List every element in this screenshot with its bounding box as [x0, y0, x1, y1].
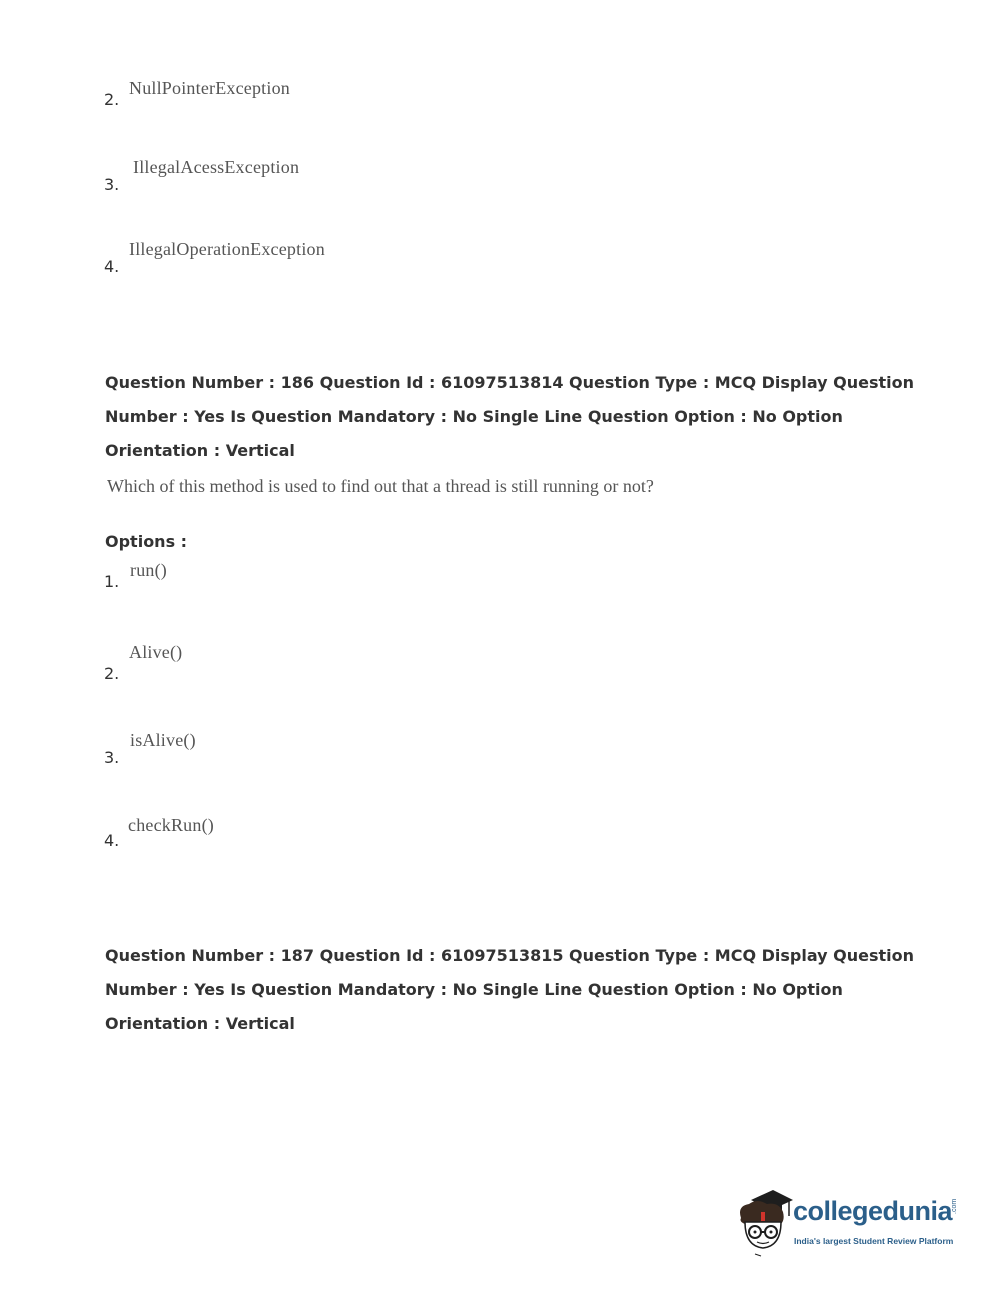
- option-text: isAlive(): [130, 730, 196, 750]
- option-text: IllegalAcessException: [133, 157, 300, 177]
- option-number: 3.: [104, 748, 120, 767]
- options-label: Options :: [105, 532, 188, 551]
- meta-line: Question Number : 187 Question Id : 61097513815 Question Type : MCQ Display Question: [105, 946, 915, 965]
- meta-line: Orientation : Vertical: [105, 441, 295, 460]
- meta-line: Orientation : Vertical: [105, 1014, 295, 1033]
- collegedunia-logo: [733, 1188, 963, 1258]
- question-meta-186: [105, 366, 915, 468]
- option-number: 1.: [104, 572, 120, 591]
- logo-wordmark: collegedunia: [793, 1196, 953, 1226]
- option-text: IllegalOperationException: [129, 239, 325, 259]
- question-text: Which of this method is used to find out that a thread is still running or not?: [107, 476, 654, 496]
- option-text: checkRun(): [128, 815, 214, 835]
- logo-tagline: India's largest Student Review Platform: [794, 1236, 954, 1246]
- logo-domain-suffix: .com: [951, 1198, 958, 1214]
- question-meta-187: [105, 939, 915, 1041]
- option-text: Alive(): [129, 642, 183, 662]
- option-number: 4.: [104, 257, 120, 276]
- meta-line: Number : Yes Is Question Mandatory : No Single Line Question Option : No Option: [105, 407, 843, 426]
- option-number: 4.: [104, 831, 120, 850]
- mascot-face-icon: [733, 1188, 793, 1258]
- meta-line: Number : Yes Is Question Mandatory : No Single Line Question Option : No Option: [105, 980, 843, 999]
- option-number: 2.: [104, 90, 120, 109]
- meta-line: Question Number : 186 Question Id : 61097513814 Question Type : MCQ Display Question: [105, 373, 915, 392]
- option-number: 3.: [104, 175, 120, 194]
- option-text: NullPointerException: [129, 78, 290, 98]
- option-number: 2.: [104, 664, 120, 683]
- option-text: run(): [130, 560, 167, 580]
